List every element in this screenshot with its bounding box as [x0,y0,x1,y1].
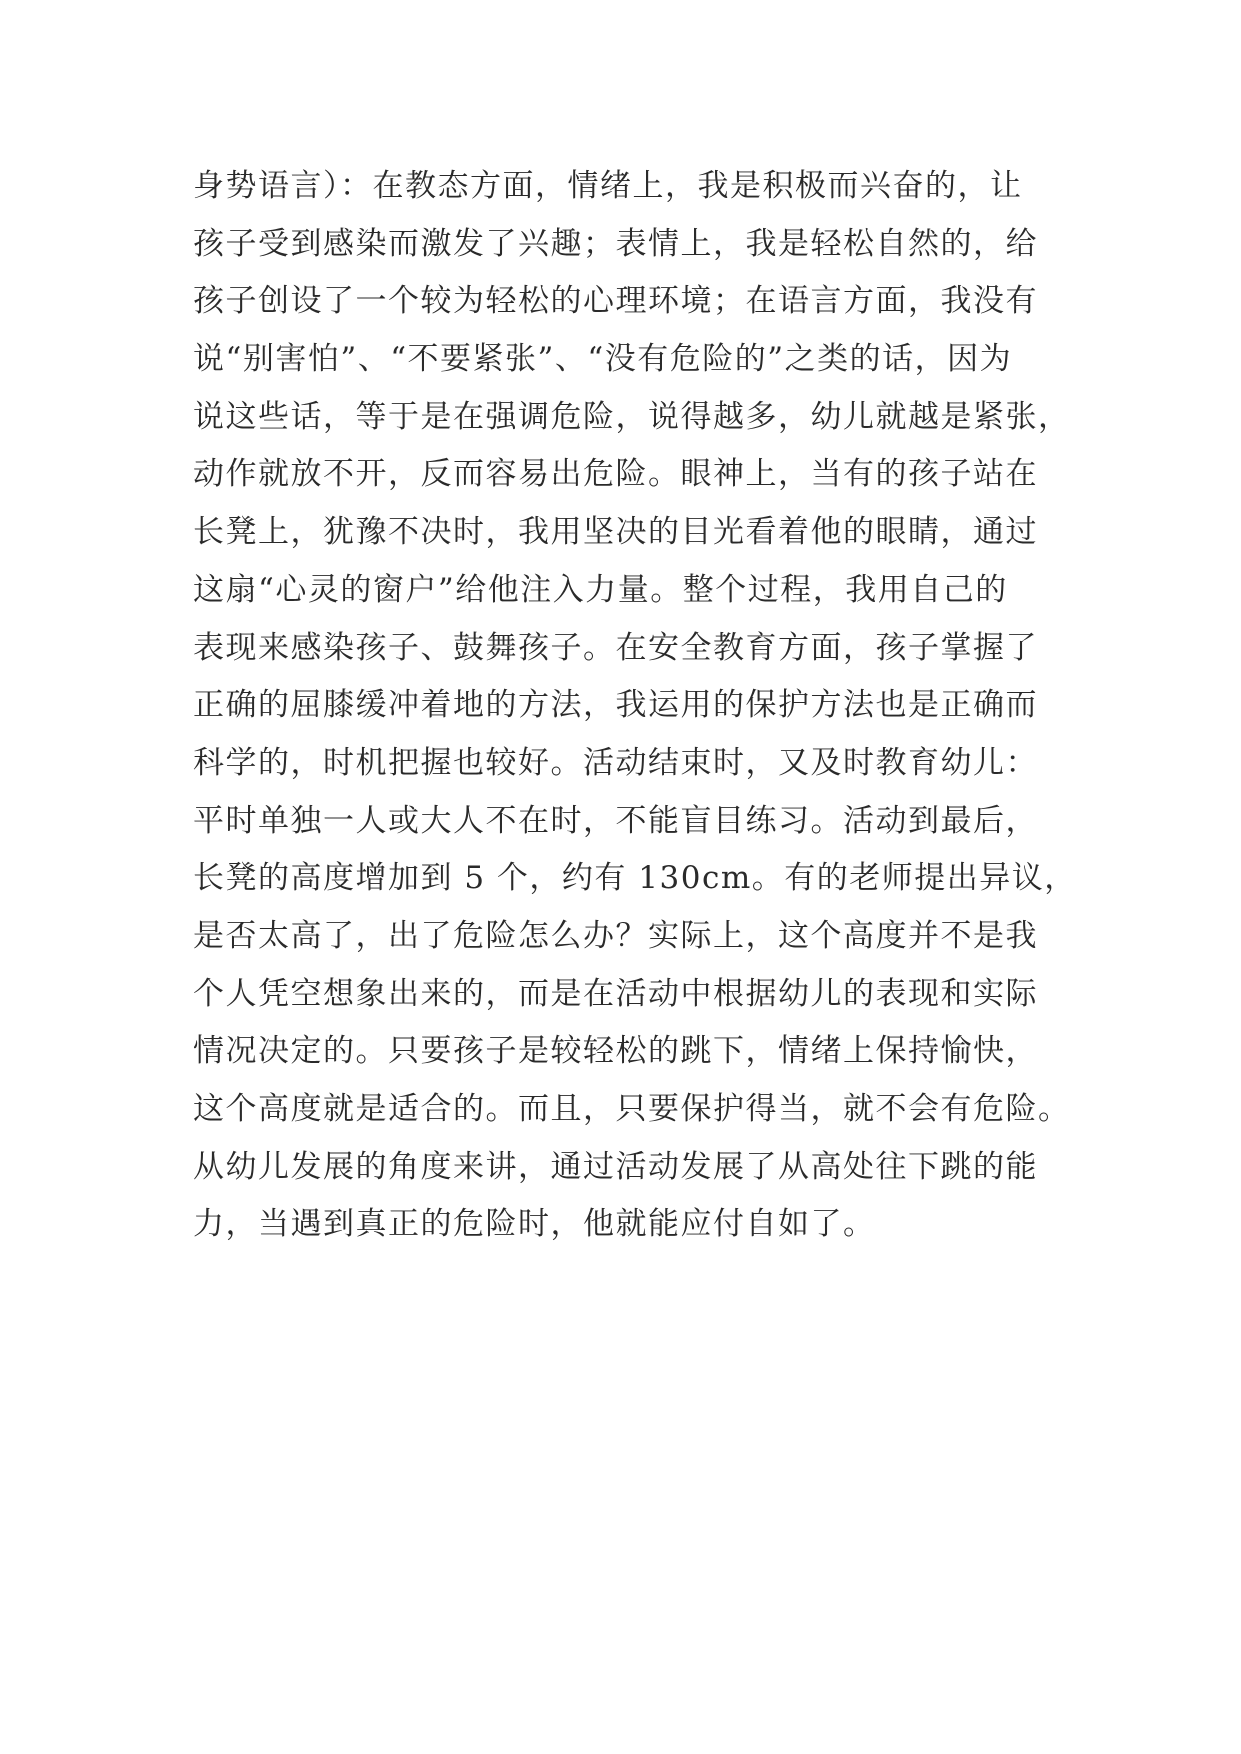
text-line: 平时单独一人或大人不在时，不能盲目练习。活动到最后， [193,802,1038,839]
text-line: 动作就放不开，反而容易出危险。眼神上，当有的孩子站在 [193,456,1038,493]
text-line: 孩子创设了一个较为轻松的心理环境；在语言方面，我没有 [193,283,1038,320]
text-line: 长凳的高度增加到 5 个，约有 130cm。有的老师提出异议， [193,860,1077,897]
text-line: 这扇“心灵的窗户”给他注入力量。整个过程，我用自己的 [193,571,1008,608]
text-line: 孩子受到感染而激发了兴趣；表情上，我是轻松自然的，给 [193,225,1038,262]
text-line: 这个高度就是适合的。而且，只要保护得当，就不会有危险。 [193,1091,1071,1127]
body-paragraph [193,158,1077,1254]
text-line: 表现来感染孩子、鼓舞孩子。在安全教育方面，孩子掌握了 [193,629,1038,666]
text-line: 从幼儿发展的角度来讲，通过活动发展了从高处往下跳的能 [193,1148,1038,1185]
text-line: 是否太高了，出了危险怎么办？实际上，这个高度并不是我 [193,917,1038,954]
text-line: 长凳上，犹豫不决时，我用坚决的目光看着他的眼睛，通过 [193,514,1038,551]
text-line: 说这些话，等于是在强调危险，说得越多，幼儿就越是紧张， [193,398,1071,435]
text-line: 力，当遇到真正的危险时，他就能应付自如了。 [193,1206,876,1243]
text-line: 个人凭空想象出来的，而是在活动中根据幼儿的表现和实际 [193,975,1038,1012]
text-line: 身势语言）：在教态方面，情绪上，我是积极而兴奋的，让 [193,168,1023,204]
text-line: 说“别害怕”、“不要紧张”、“没有危险的”之类的话，因为 [193,341,1013,378]
text-line: 情况决定的。只要孩子是较轻松的跳下，情绪上保持愉快， [193,1033,1038,1070]
text-line: 科学的，时机把握也较好。活动结束时，又及时教育幼儿： [193,744,1038,781]
text-line: 正确的屈膝缓冲着地的方法，我运用的保护方法也是正确而 [193,687,1038,724]
